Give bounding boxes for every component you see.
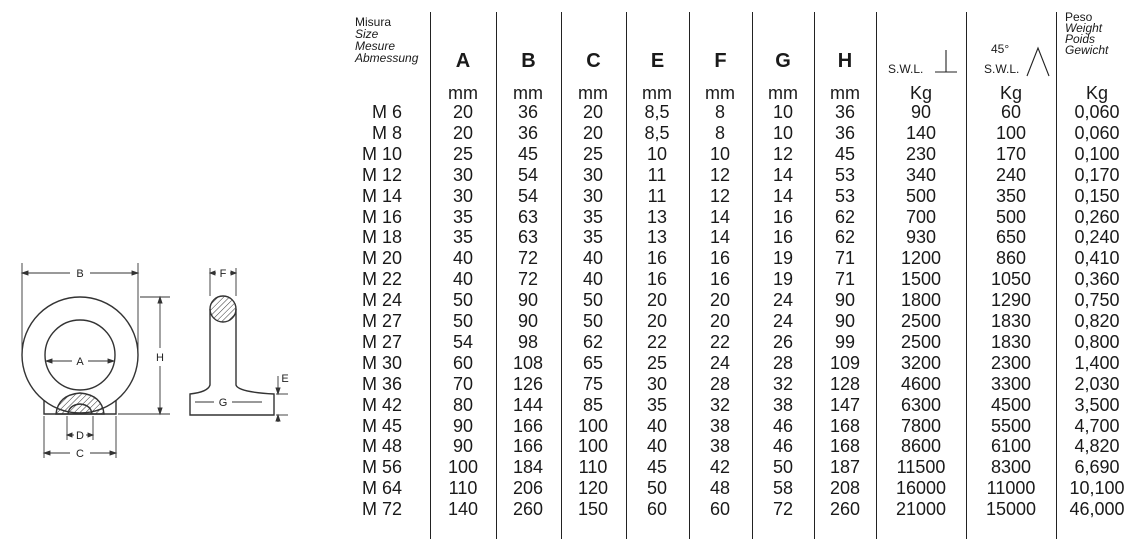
cell-c: 30	[582, 185, 604, 206]
label-d: D	[76, 430, 84, 442]
cell-weight: 1,400	[1074, 352, 1120, 373]
cell-swl-straight: 2500	[900, 311, 942, 331]
ring-cross-section	[210, 296, 236, 322]
cell-b: 98	[517, 331, 539, 352]
cell-e: 30	[646, 373, 668, 394]
cell-e: 22	[646, 331, 668, 352]
angled-load-icon	[1025, 46, 1051, 78]
cell-c: 40	[582, 248, 604, 269]
cell-g: 28	[772, 352, 794, 373]
cell-b: 54	[517, 185, 539, 206]
cell-a: 35	[452, 227, 474, 248]
side-view	[190, 296, 274, 415]
cell-a: 140	[447, 499, 479, 520]
cell-h: 62	[834, 227, 856, 248]
cell-weight: 0,240	[1074, 227, 1120, 248]
size-cell: M 48	[361, 436, 402, 457]
cell-f: 48	[709, 478, 731, 499]
cell-b: 63	[517, 206, 539, 227]
column-header-e: E	[650, 50, 665, 72]
cell-swl-straight: 1800	[900, 290, 942, 311]
cell-g: 16	[772, 206, 794, 227]
cell-f: 16	[709, 269, 731, 290]
cell-weight: 0,260	[1074, 206, 1120, 227]
cell-weight: 4,820	[1074, 436, 1120, 457]
cell-c: 100	[577, 415, 609, 436]
cell-e: 16	[646, 269, 668, 290]
cell-c: 35	[582, 227, 604, 248]
cell-swl-straight: 11500	[896, 457, 946, 478]
unit-weight: Kg	[1085, 83, 1109, 103]
column-header-c: C	[586, 50, 601, 72]
cell-e: 13	[646, 206, 668, 227]
cell-g: 38	[772, 394, 794, 415]
cell-swl-45: 350	[995, 185, 1027, 206]
cell-h: 168	[829, 436, 861, 457]
weight-column-header: Peso Weight Poids Gewicht	[1065, 10, 1109, 57]
size-cell: M 18	[361, 227, 402, 248]
swl-straight-header: S.W.L.	[888, 62, 924, 76]
cell-e: 8,5	[644, 122, 670, 143]
cell-weight: 0,750	[1074, 290, 1120, 311]
cell-a: 20	[452, 102, 474, 122]
unit-b: mm	[513, 83, 543, 103]
cell-a: 30	[452, 164, 474, 185]
cell-h: 71	[834, 248, 856, 269]
cell-c: 65	[582, 352, 604, 373]
cell-weight: 2,030	[1074, 373, 1120, 394]
cell-f: 60	[709, 499, 731, 520]
column-header-g: G	[775, 50, 791, 72]
cell-a: 35	[452, 206, 474, 227]
cell-swl-45: 2300	[990, 352, 1032, 373]
cell-b: 90	[517, 311, 539, 331]
cell-e: 11	[647, 164, 667, 185]
cell-b: 36	[517, 102, 539, 122]
cell-f: 28	[709, 373, 731, 394]
cell-weight: 0,170	[1074, 164, 1120, 185]
cell-swl-straight: 230	[905, 143, 937, 164]
cell-swl-straight: 8600	[900, 436, 942, 457]
cell-b: 36	[517, 122, 539, 143]
cell-g: 32	[772, 373, 794, 394]
cell-c: 110	[578, 457, 608, 478]
cell-a: 30	[452, 185, 474, 206]
cell-e: 8,5	[644, 102, 670, 122]
cell-a: 90	[452, 415, 474, 436]
cell-weight: 10,100	[1069, 478, 1125, 499]
cell-h: 71	[834, 269, 856, 290]
unit-f: mm	[705, 83, 735, 103]
cell-b: 166	[512, 436, 544, 457]
cell-h: 53	[834, 185, 856, 206]
cell-swl-straight: 340	[905, 164, 937, 185]
cell-g: 19	[772, 269, 794, 290]
size-cell: M 22	[361, 269, 402, 290]
cell-c: 150	[577, 499, 609, 520]
cell-b: 260	[512, 499, 544, 520]
cell-b: 206	[512, 478, 544, 499]
cell-g: 58	[772, 478, 794, 499]
cell-weight: 6,690	[1074, 457, 1120, 478]
size-cell: M 10	[361, 143, 402, 164]
cell-f: 12	[709, 185, 731, 206]
cell-c: 75	[582, 373, 604, 394]
label-g: G	[218, 397, 228, 409]
cell-h: 208	[829, 478, 861, 499]
cell-e: 16	[646, 248, 668, 269]
label-b: B	[76, 268, 84, 280]
size-cell: M 64	[361, 478, 402, 499]
size-cell: M 42	[361, 394, 402, 415]
cell-a: 50	[452, 311, 474, 331]
cell-swl-45: 1830	[990, 311, 1032, 331]
cell-g: 24	[772, 311, 794, 331]
cell-c: 20	[582, 122, 604, 143]
cell-a: 90	[452, 436, 474, 457]
size-cell: M 30	[361, 352, 402, 373]
cell-weight: 0,800	[1074, 331, 1120, 352]
size-column-header: Misura Size Mesure Abmessung	[355, 15, 419, 65]
size-cell: M 45	[361, 415, 402, 436]
cell-f: 24	[709, 352, 731, 373]
cell-weight: 0,100	[1074, 143, 1120, 164]
cell-b: 72	[517, 248, 539, 269]
cell-h: 36	[834, 122, 856, 143]
cell-f: 42	[709, 457, 731, 478]
swl-angle-label: 45°	[991, 42, 1010, 56]
cell-swl-straight: 500	[905, 185, 937, 206]
label-c: C	[76, 448, 84, 460]
cell-e: 35	[646, 394, 668, 415]
cell-g: 10	[772, 102, 794, 122]
ring-inner	[45, 320, 115, 390]
unit-a: mm	[448, 83, 478, 103]
size-cell: M 14	[361, 185, 402, 206]
cell-f: 14	[709, 227, 731, 248]
cell-swl-straight: 6300	[900, 394, 942, 415]
cell-e: 40	[646, 436, 668, 457]
cell-f: 32	[709, 394, 731, 415]
cell-a: 25	[452, 143, 474, 164]
column-header-h: H	[837, 50, 853, 72]
cell-b: 54	[517, 164, 539, 185]
cell-h: 147	[829, 394, 861, 415]
cell-a: 100	[447, 457, 479, 478]
cell-e: 25	[646, 352, 668, 373]
cell-swl-45: 11000	[986, 478, 1036, 499]
cell-h: 109	[829, 352, 861, 373]
cell-weight: 0,410	[1074, 248, 1120, 269]
cell-e: 40	[646, 415, 668, 436]
cell-weight: 0,820	[1074, 311, 1120, 331]
cell-swl-straight: 140	[905, 122, 937, 143]
cell-g: 72	[772, 499, 794, 520]
cell-b: 126	[512, 373, 544, 394]
column-header-b: B	[521, 50, 536, 72]
cell-h: 90	[834, 311, 856, 331]
cell-weight: 0,360	[1074, 269, 1120, 290]
cell-g: 46	[772, 436, 794, 457]
size-cell: M 24	[361, 290, 402, 311]
cell-g: 26	[772, 331, 794, 352]
size-cell: M 12	[361, 164, 402, 185]
cell-swl-45: 60	[1000, 102, 1022, 122]
cell-h: 187	[829, 457, 861, 478]
cell-swl-45: 170	[995, 143, 1027, 164]
cell-weight: 0,150	[1074, 185, 1120, 206]
unit-h: mm	[830, 83, 860, 103]
label-e: E	[281, 373, 289, 385]
cell-f: 20	[709, 290, 731, 311]
cell-c: 35	[582, 206, 604, 227]
cell-a: 60	[452, 352, 474, 373]
cell-swl-45: 500	[995, 206, 1027, 227]
cell-g: 19	[772, 248, 794, 269]
cell-swl-straight: 1500	[900, 269, 942, 290]
cell-h: 168	[829, 415, 861, 436]
size-cell: M 36	[361, 373, 402, 394]
cell-f: 38	[709, 436, 731, 457]
size-cell: M 27	[361, 311, 402, 331]
cell-a: 110	[448, 478, 478, 499]
cell-swl-45: 100	[995, 122, 1027, 143]
cell-swl-45: 8300	[990, 457, 1032, 478]
cell-swl-45: 240	[995, 164, 1027, 185]
cell-g: 14	[772, 164, 794, 185]
cell-e: 20	[646, 311, 668, 331]
cell-a: 80	[452, 394, 474, 415]
cell-h: 99	[834, 331, 856, 352]
cell-c: 85	[582, 394, 604, 415]
cell-c: 20	[582, 102, 604, 122]
size-cell: M 6	[371, 102, 402, 122]
cell-g: 24	[772, 290, 794, 311]
size-cell: M 56	[361, 457, 402, 478]
cell-f: 14	[709, 206, 731, 227]
cell-h: 36	[834, 102, 856, 122]
cell-e: 50	[646, 478, 668, 499]
label-h: H	[156, 352, 164, 364]
cell-swl-straight: 1200	[900, 248, 942, 269]
cell-g: 50	[772, 457, 794, 478]
cell-c: 100	[577, 436, 609, 457]
cell-g: 14	[772, 185, 794, 206]
cell-b: 72	[517, 269, 539, 290]
cell-swl-45: 15000	[985, 499, 1037, 520]
unit-g: mm	[768, 83, 798, 103]
size-cell: M 8	[371, 122, 402, 143]
cell-c: 40	[582, 269, 604, 290]
cell-swl-straight: 700	[905, 206, 937, 227]
cell-weight: 3,500	[1074, 394, 1120, 415]
cell-c: 50	[582, 290, 604, 311]
cell-e: 60	[646, 499, 668, 520]
unit-c: mm	[578, 83, 608, 103]
cell-weight: 46,000	[1069, 499, 1125, 520]
cell-a: 54	[452, 331, 474, 352]
column-header-f: F	[714, 50, 727, 72]
unit-e: mm	[642, 83, 672, 103]
cell-swl-straight: 3200	[900, 352, 942, 373]
cell-swl-45: 4500	[990, 394, 1032, 415]
cell-b: 90	[517, 290, 539, 311]
cell-g: 16	[772, 227, 794, 248]
cell-f: 8	[714, 102, 725, 122]
cell-a: 50	[452, 290, 474, 311]
cell-weight: 0,060	[1074, 122, 1120, 143]
cell-swl-45: 3300	[990, 373, 1032, 394]
cell-b: 63	[517, 227, 539, 248]
unit-swl-straight: Kg	[909, 83, 933, 103]
cell-swl-straight: 16000	[895, 478, 947, 499]
cell-h: 90	[834, 290, 856, 311]
vertical-load-icon	[934, 48, 958, 78]
size-cell: M 27	[361, 331, 402, 352]
cell-b: 166	[512, 415, 544, 436]
size-cell: M 72	[361, 499, 402, 520]
cell-e: 45	[646, 457, 668, 478]
cell-e: 11	[647, 185, 667, 206]
cell-b: 45	[517, 143, 539, 164]
unit-swl-45: Kg	[999, 83, 1023, 103]
cell-a: 40	[452, 269, 474, 290]
column-header-a: A	[455, 50, 471, 72]
cell-swl-straight: 4600	[900, 373, 942, 394]
swl-angled-header: S.W.L.	[984, 62, 1020, 76]
cell-h: 128	[829, 373, 861, 394]
cell-swl-45: 860	[995, 248, 1027, 269]
cell-c: 25	[582, 143, 604, 164]
cell-f: 8	[714, 122, 725, 143]
cell-weight: 4,700	[1074, 415, 1120, 436]
cell-e: 20	[646, 290, 668, 311]
cell-swl-45: 1830	[990, 331, 1032, 352]
cell-h: 53	[834, 164, 856, 185]
eye-nut-drawing	[0, 0, 340, 539]
size-cell: M 20	[361, 248, 402, 269]
label-f: F	[219, 268, 227, 280]
cell-swl-45: 6100	[990, 436, 1032, 457]
cell-a: 40	[452, 248, 474, 269]
cell-f: 12	[709, 164, 731, 185]
cell-b: 184	[512, 457, 544, 478]
cell-c: 62	[582, 331, 604, 352]
cell-swl-45: 1290	[990, 290, 1032, 311]
cell-c: 50	[582, 311, 604, 331]
cell-c: 30	[582, 164, 604, 185]
cell-swl-45: 1050	[990, 269, 1032, 290]
size-cell: M 16	[361, 206, 402, 227]
cell-g: 46	[772, 415, 794, 436]
cell-swl-straight: 90	[910, 102, 932, 122]
cell-a: 70	[452, 373, 474, 394]
spec-table	[346, 12, 1138, 539]
cell-swl-straight: 2500	[900, 331, 942, 352]
cell-h: 45	[834, 143, 856, 164]
label-a: A	[76, 356, 84, 368]
cell-g: 10	[772, 122, 794, 143]
cell-c: 120	[577, 478, 609, 499]
cell-f: 22	[709, 331, 731, 352]
cell-f: 20	[709, 311, 731, 331]
cell-h: 260	[829, 499, 861, 520]
cell-f: 38	[709, 415, 731, 436]
cell-f: 10	[709, 143, 731, 164]
cell-weight: 0,060	[1074, 102, 1120, 122]
cell-swl-45: 650	[995, 227, 1027, 248]
cell-b: 144	[512, 394, 544, 415]
cell-a: 20	[452, 122, 474, 143]
cell-f: 16	[709, 248, 731, 269]
cell-e: 13	[646, 227, 668, 248]
cell-swl-straight: 930	[905, 227, 937, 248]
cell-swl-45: 5500	[990, 415, 1032, 436]
cell-g: 12	[772, 143, 794, 164]
cell-swl-straight: 7800	[900, 415, 942, 436]
cell-swl-straight: 21000	[895, 499, 947, 520]
cell-e: 10	[646, 143, 668, 164]
cell-h: 62	[834, 206, 856, 227]
cell-b: 108	[512, 352, 544, 373]
